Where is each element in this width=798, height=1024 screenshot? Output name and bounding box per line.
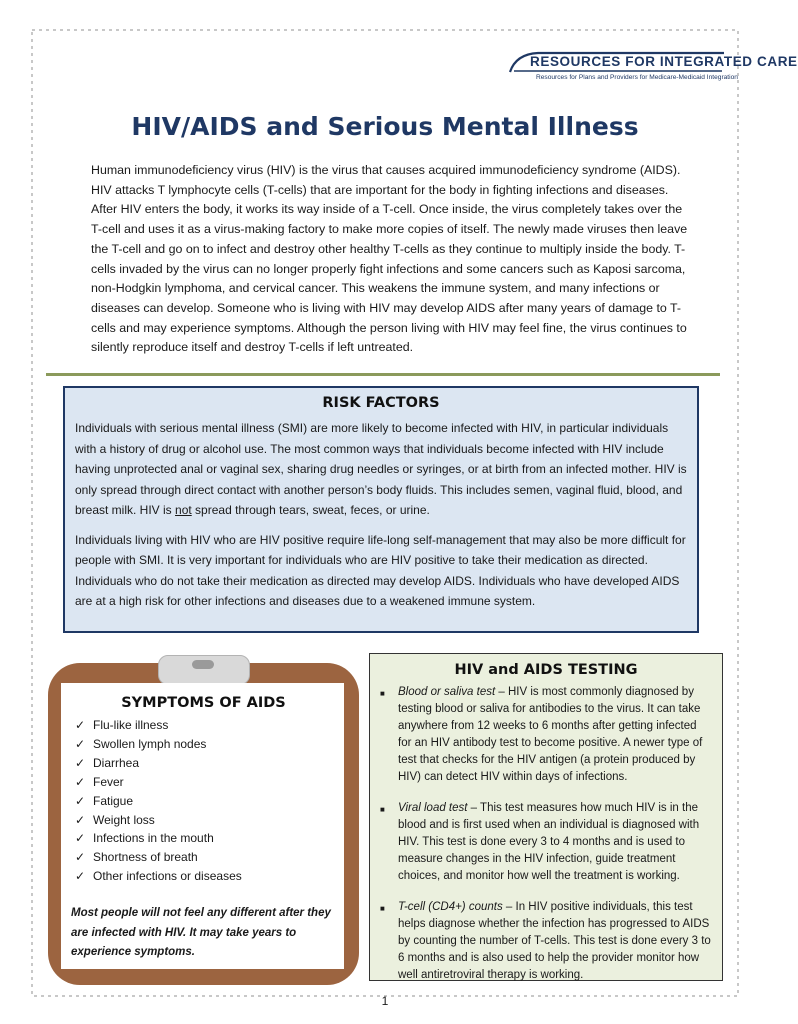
risk-factors-box [63,386,699,633]
symptom-label: Other infections or diseases [93,869,242,884]
symptom-item [71,792,336,811]
square-bullet-icon: ■ [380,904,385,913]
document-title: HIV/AIDS and Serious Mental Illness [131,112,639,141]
symptom-label: Fatigue [93,793,134,808]
symptom-label: Infections in the mouth [93,831,214,846]
symptom-item [71,735,336,754]
test-name: Viral load test [398,802,468,814]
symptom-item [71,848,336,867]
checkmark-icon: ✓ [75,793,86,808]
checkmark-icon: ✓ [75,850,86,865]
symptom-label: Weight loss [93,812,155,827]
symptom-item [71,867,336,886]
risk-text-part-2: spread through tears, sweat, feces, or urine. [191,503,430,517]
test-description: – In HIV positive individuals, this test helps diagnose whether the infection has progressed to AIDS by counting the number of T-cells. This test is done every 3 to 6 months and is also used to help the provider monitor how well antiretroviral therapy is working. [398,901,711,981]
checkmark-icon: ✓ [75,869,86,884]
checkmark-icon: ✓ [75,831,86,846]
symptom-label: Swollen lymph nodes [93,736,207,751]
risk-text-part-1: Individuals with serious mental illness (SMI) are more likely to become infected with HIV, in particular individuals with a history of drug or alcohol use. The most common ways that individuals become infected with HIV include having unprotected anal or vaginal sex, sharing drug needles or syringes, or at birth from an infected mother. HIV is only spread through direct contact with another person’s body fluids. This includes semen, vaginal fluid, blood, and breast milk. HIV is [75,421,687,517]
square-bullet-icon: ■ [380,805,385,814]
symptoms-clipboard [48,663,359,985]
risk-text-emphasis: not [175,503,192,517]
logo-title: RESOURCES FOR INTEGRATED CARE [530,54,798,69]
symptom-label: Diarrhea [93,755,140,770]
symptom-label: Flu-like illness [93,718,169,732]
symptom-item [71,829,336,848]
symptoms-heading: SYMPTOMS OF AIDS [121,695,286,711]
test-name: T-cell (CD4+) counts [398,901,503,913]
test-name: Blood or saliva test [398,686,496,698]
risk-factors-heading: RISK FACTORS [322,395,440,411]
risk-factors-paragraph-1 [75,418,687,521]
page-number: 1 [381,994,389,1008]
checkmark-icon: ✓ [75,736,86,751]
logo-subtitle: Resources for Plans and Providers for Medicare-Medicaid Integration [536,74,738,81]
test-description: – HIV is most commonly diagnosed by testing blood or saliva for antibodies to the virus. It can take anywhere from 12 weeks to 6 months after getting infected for an HIV antibody test to become positive. A newer type of test that checks for the HIV antigen (a protein produced by HIV) can detect HIV within days of infections. [398,686,703,783]
test-description: – This test measures how much HIV is in the blood and is first used when an individual is diagnosed with HIV. This test is done every 3 to 4 months and is used to measure changes in the HIV infection, guide treatment choices, and monitor how well the treatment is working. [398,802,700,882]
square-bullet-icon: ■ [380,689,385,698]
risk-factors-paragraph-2: Individuals living with HIV who are HIV positive require life-long self-management that may also be more difficult for people with SMI. It is very important for individuals who are HIV positive to take their medication as directed. Individuals who do not take their medication as directed may develop AIDS. Individuals who have developed AIDS are at a high risk for other infections and diseases due to a weakened immune system. [75,532,686,608]
organization-logo [508,50,798,92]
clip-hole [192,660,214,669]
clipboard-clip [158,655,250,685]
checkmark-icon: ✓ [75,774,86,789]
checkmark-icon: ✓ [75,755,86,770]
checkmark-icon: ✓ [75,812,86,827]
testing-item [380,684,712,786]
symptom-label: Fever [93,774,124,789]
checkmark-icon: ✓ [75,718,86,732]
testing-heading: HIV and AIDS TESTING [454,662,638,678]
section-divider [46,373,720,376]
testing-item [380,899,712,984]
intro-paragraph: Human immunodeficiency virus (HIV) is the virus that causes acquired immunodeficiency syndrome (AIDS). HIV attacks T lymphocyte cells (T-cells) that are important for the body in fighting infections and diseases. After HIV enters the body, it works its way inside of a T-cell. Once inside, the virus completely takes over the T-cell and uses it as a virus-making factory to make more copies of itself. The newly made viruses then leave the T-cell and go on to infect and destroy other healthy T-cells as they continue to multiply inside the body. T-cells invaded by the virus can no longer properly fight infections and some cancers such as Kaposi sarcoma, non-Hodgkin lymphoma, and cervical cancer. This weakens the immune system, and many infections or diseases can develop. Someone who is living with HIV may develop AIDS after many years of damage to T-cells and may experience symptoms. Although the person living with HIV may feel fine, the virus continues to silently reproduce itself and destroy T-cells if left untreated. [91,163,688,355]
symptom-item [71,754,336,773]
symptom-label: Shortness of breath [93,850,198,865]
symptom-item [71,811,336,830]
symptoms-list [71,716,336,886]
testing-item [380,800,712,885]
symptom-item [71,716,336,735]
testing-list [380,684,712,984]
testing-box [369,653,723,981]
clipboard-paper [61,683,344,969]
symptoms-note: Most people will not feel any different after they are infected with HIV. It may take years to experience symptoms. [71,907,331,959]
symptom-item [71,773,336,792]
